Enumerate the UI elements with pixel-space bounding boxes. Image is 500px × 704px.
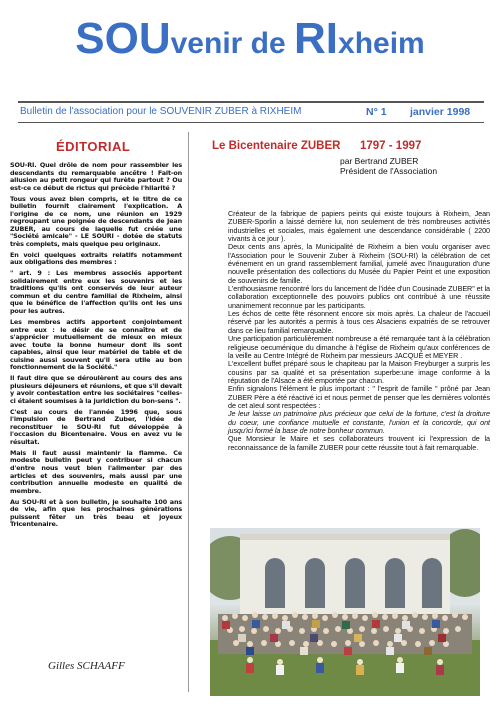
article-paragraph: L'enthousiasme rencontré lors du lancement de l'idée d'un Cousinade ZUBER" et la collaboration exceptionnelle des pouvoirs publics ont contribué à une réussite unanimement reconnue par les participants. bbox=[228, 284, 490, 310]
header-bottom-rule bbox=[18, 122, 484, 123]
article-headline bbox=[212, 140, 422, 152]
column-divider bbox=[188, 132, 189, 692]
group-photo-illustration bbox=[210, 528, 480, 696]
article-closing: Que Monsieur le Maire et ses collaborateurs trouvent ici l'expression de la reconnaissance de la famille ZUBER pour cette réussite tout à fait remarquable. bbox=[228, 434, 490, 452]
article-byline bbox=[340, 156, 437, 176]
issue-number: N° 1 bbox=[366, 106, 387, 118]
editorial-paragraph: Au SOU-RI et à son bulletin, je souhaite 100 ans de vie, afin que les prochaines générations puissent fêter un très beau et joyeux Tricentenaire. bbox=[10, 497, 182, 529]
masthead-ri: RI bbox=[294, 14, 339, 63]
newsletter-masthead bbox=[0, 14, 500, 64]
article-paragraph: Une participation particulièrement nombreuse a été remarquée tant à la célébration religieuse oecuménique du dimanche à l'église de Rixheim qu'aux conférences de la veille au Centre Intégré de Rixheim par messieurs JACQUÉ et MEYER . bbox=[228, 334, 490, 360]
editorial-signature: Gilles SCHAAFF bbox=[48, 660, 125, 672]
article-paragraph: Créateur de la fabrique de papiers peints qui existe toujours à Rixheim, Jean ZUBER-Sporlin a laissé derrière lui, non seulement de très nombreuses activités industrielles et sociales, mais également une descendance considérable ( 2200 vivants à ce jour ). bbox=[228, 209, 490, 244]
editorial-paragraph: Les membres actifs apportent conjointement entre eux : le désir de se connaître et de s'apprécier mutuellement de mieux en mieux avec toute la bonne humeur dont ils sont capables, ainsi que leur matériel de table et de cuisine aussi souvent qu'il sera utile au bon fonctionnement de la Société." bbox=[10, 317, 182, 372]
article-title: Le Bicentenaire ZUBER bbox=[212, 140, 341, 152]
article-years: 1797 - 1997 bbox=[360, 140, 422, 152]
editorial-title: ÉDITORIAL bbox=[56, 139, 131, 154]
article-author: par Bertrand ZUBER bbox=[340, 156, 419, 166]
masthead-venir: venir de bbox=[170, 27, 295, 60]
article-author-role: Président de l'Association bbox=[340, 166, 438, 176]
editorial-body bbox=[10, 162, 182, 642]
editorial-paragraph: Mais il faut aussi maintenir la flamme. Ce modeste bulletin peut y contribuer si chacun d'entre nous veut bien l'alimenter par des articles et des souvenirs, mais aussi par une contribution annuelle modeste en qualité de membre. bbox=[10, 448, 182, 495]
bulletin-info-line bbox=[20, 106, 486, 120]
article-paragraph: Enfin signalons l'élément le plus important : " l'esprit de famille " prôné par Jean ZUBER Père a été réactivé ici et nous permet de penser que les dernières volontés de cet aïeul sont respectées : bbox=[228, 384, 490, 410]
editorial-paragraph: C'est au cours de l'année 1996 que, sous l'impulsion de Bertrand Zuber, l'idée de reconstituer le SOU-RI fut développée à l'occasion du Bicentenaire. Vous en avez vu le résultat. bbox=[10, 407, 182, 446]
editorial-paragraph: En voici quelques extraits relatifs notamment aux obligations des membres : bbox=[10, 250, 182, 267]
article-paragraph: Deux cents ans après, la Municipalité de Rixheim a bien voulu organiser avec l'Association pour le Souvenir Zuber à Rixheim (SOU-RI) la célébration de cet événement en un grand rassemblement familial, jumelé avec l'inauguration d'une nouvelle présentation des collections du Musée du Papier Peint et une exposition de souvenirs de famille. bbox=[228, 242, 490, 285]
article-quote: Je leur laisse un patrimoine plus précieux que celui de la fortune, c'est la droiture du coeur, une confiance mutuelle et constante, l'union et la concorde, qui ont jusqu'ici formé la base de notre bonheur commun. bbox=[228, 409, 490, 435]
article-paragraph: Les échos de cette fête résonnent encore six mois après. La chaleur de l'accueil réservé par les autorités a permis à tous ces Alsaciens expatriés de se retrouver dans ce lieu familial remarquable. bbox=[228, 309, 490, 335]
article-body bbox=[228, 210, 490, 516]
issue-date: janvier 1998 bbox=[410, 106, 471, 118]
editorial-paragraph: " art. 9 : Les membres associés apportent solidairement entre eux les souvenirs et les traditions qu'ils ont conservés de leur auteur commun et du centre familial de Rixheim, ainsi que le bénéfice de l'affection qu'ils ont les uns pour les autres. bbox=[10, 269, 182, 316]
masthead-xheim: xheim bbox=[338, 27, 425, 60]
editorial-paragraph: Tous vous avez bien compris, et le titre de ce bulletin fournit clairement l'explication. A l'origine de ce nom, une réunion en 1929 regroupant une poignée de descendants de Jean ZUBER, au cours de laquelle fut créée une "Société amicale" - LE SOURI - dotée de statuts très complets, mais quelque peu originaux. bbox=[10, 194, 182, 248]
header-top-rule bbox=[18, 101, 484, 103]
editorial-paragraph: SOU-RI. Quel drôle de nom pour rassembler les descendants du remarquable ancêtre ! Fait-on allusion au petit rongeur qui furète partout ? Ou est-ce ce début de rictus qui précède l'hilarité ? bbox=[10, 161, 182, 192]
masthead-sou: SOU bbox=[75, 14, 171, 63]
editorial-paragraph: Il faut dire que se déroulèrent au cours des ans plusieurs déjeuners et réunions, et que s'il devait y avoir contestation entre les sociétaires "celles-ci étaient soumises à la juridiction du bon-sens ". bbox=[10, 374, 182, 405]
article-paragraph: L'excellent buffet préparé sous le chapiteau par la Maison Freyburger a surpris les cousins par sa qualité et sa présentation superbe:une image conforme à la réputation de l'Alsace a été emportée par chacun. bbox=[228, 359, 490, 385]
family-group-photo bbox=[210, 528, 480, 696]
bulletin-subtitle: Bulletin de l'association pour le SOUVENIR ZUBER à RIXHEIM bbox=[20, 106, 302, 117]
